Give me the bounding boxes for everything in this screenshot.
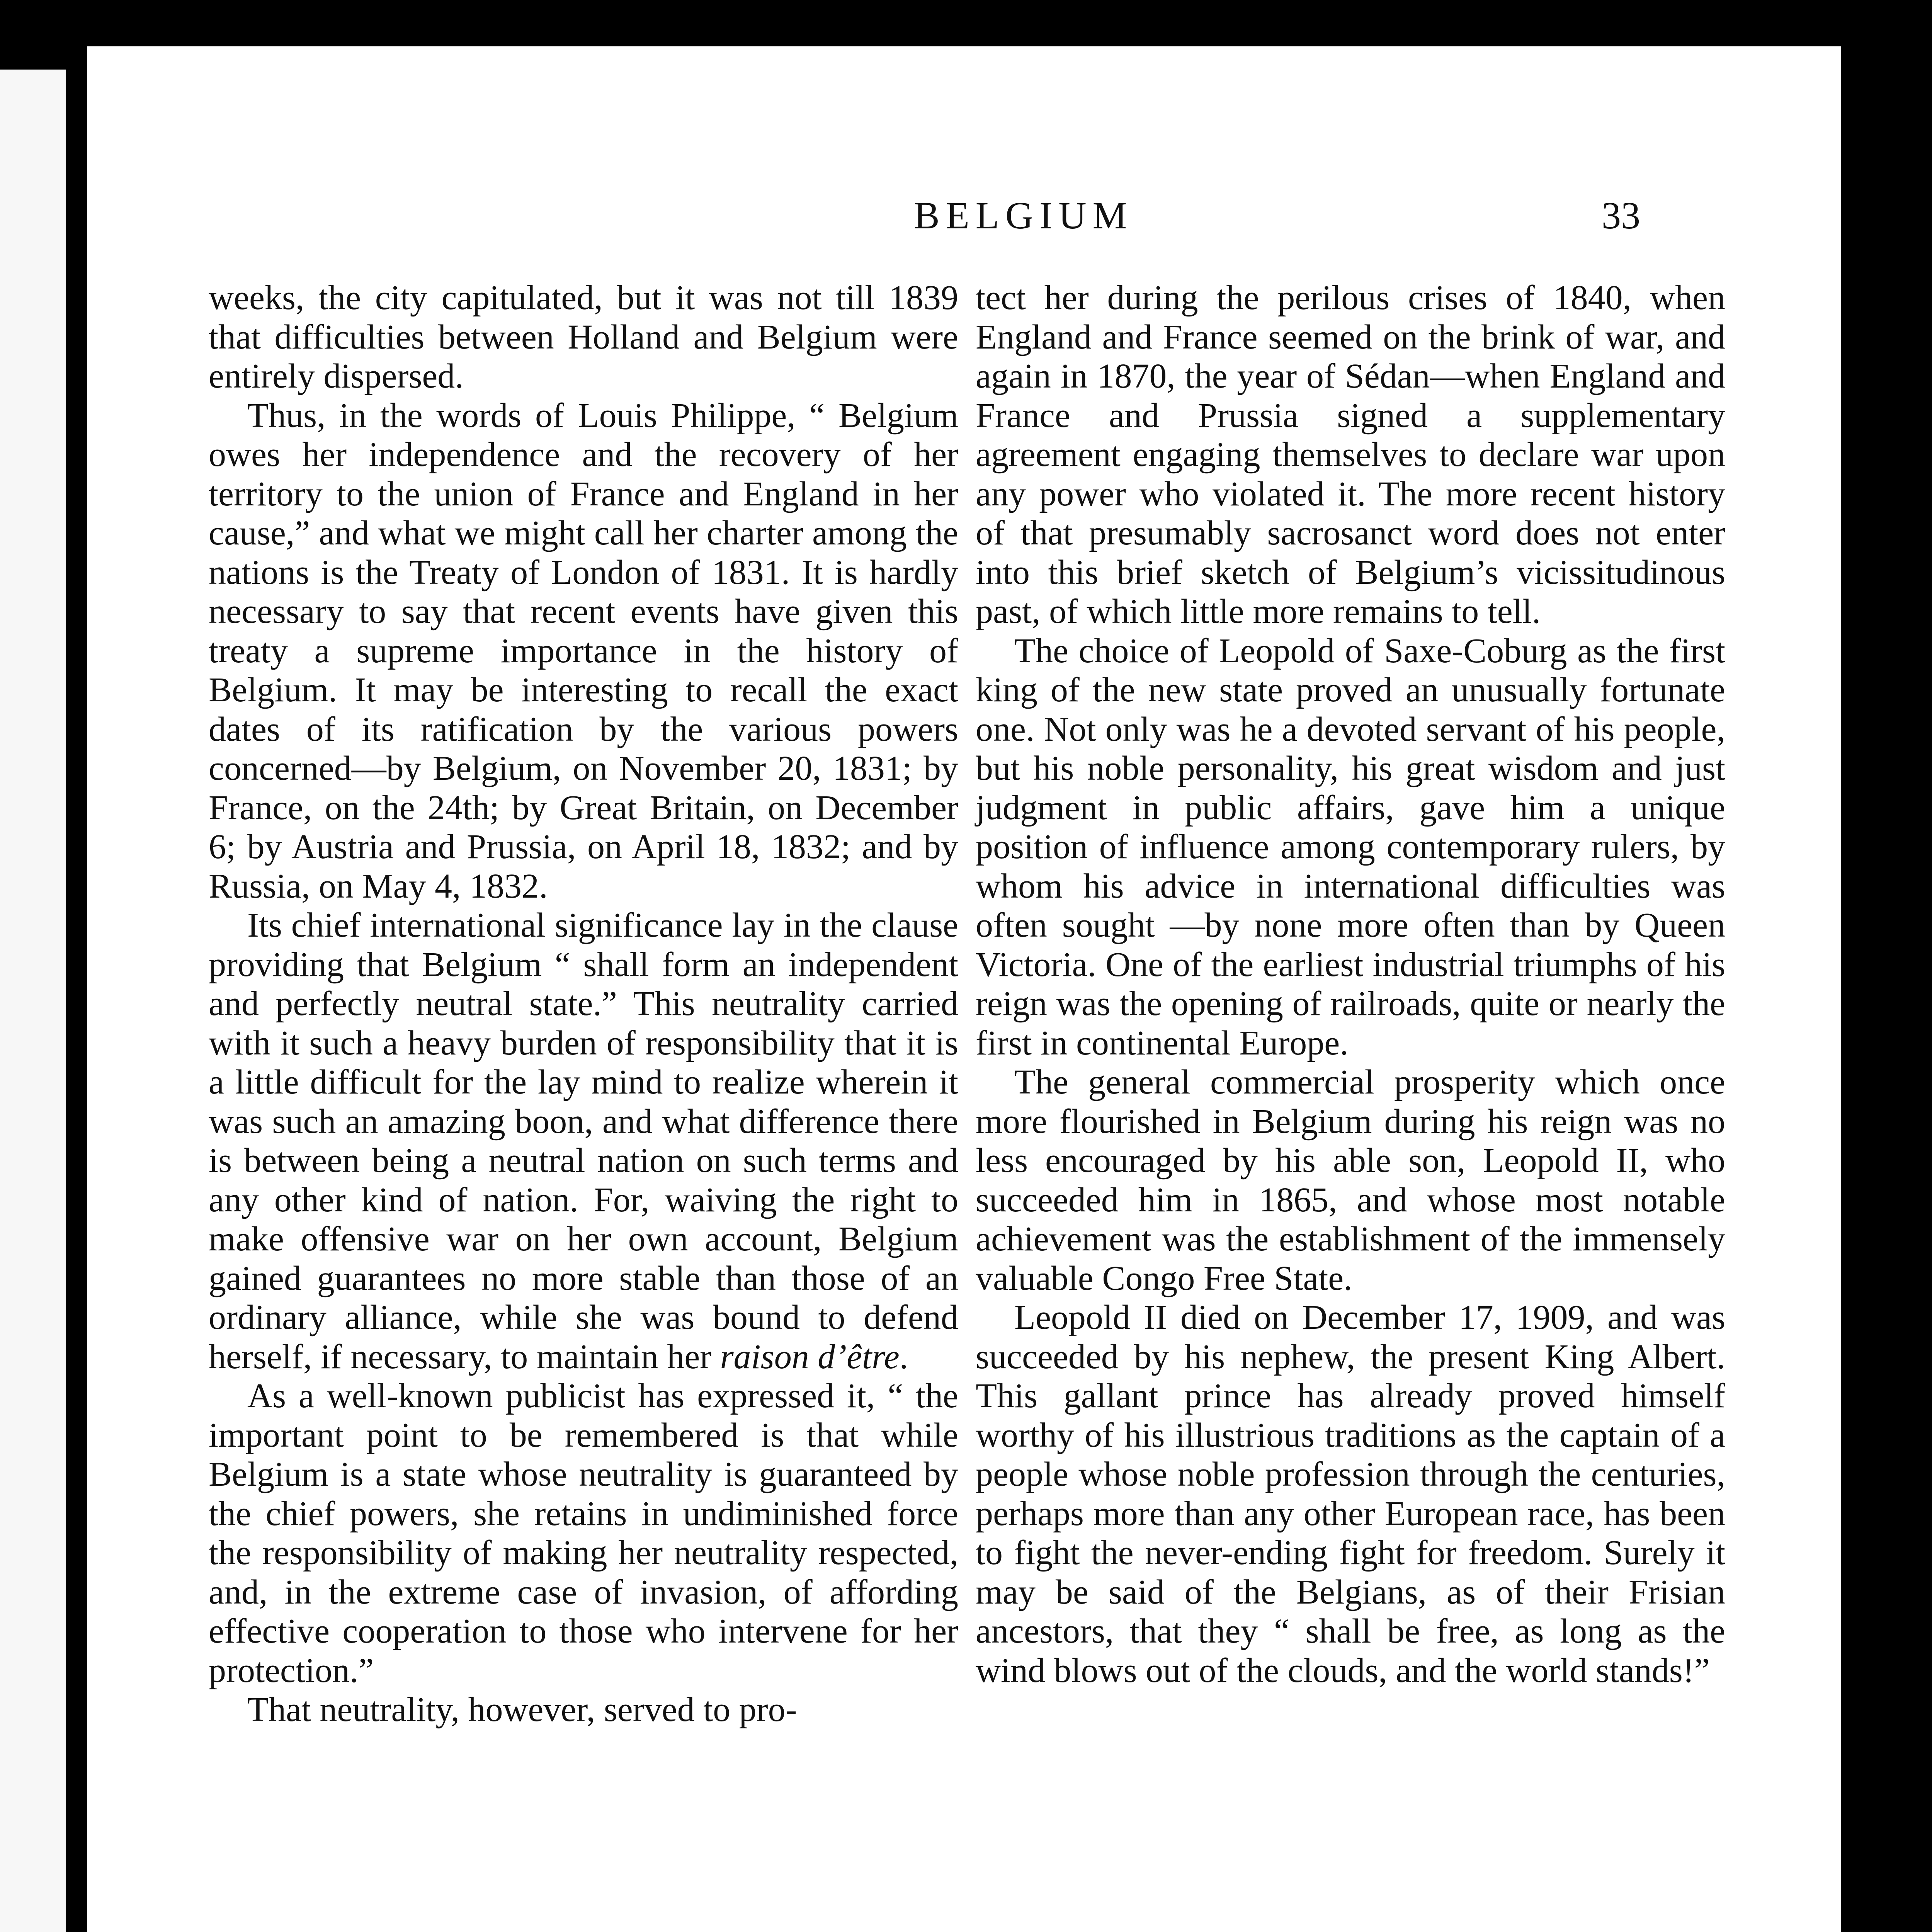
left-paragraph-1: weeks, the city capitulated, but it was not till 1839 that difficulties between Holland and Belgium were entirely dispersed. xyxy=(209,279,958,395)
right-paragraph-1: tect her during the perilous crises of 1840, when England and France seemed on the brink of war, and again in 1870, the year of Sédan—when England and France and Prussia signed a supplementary agreement engaging themselves to declare war upon any power who violated it. The more recent history of that presumably sacrosanct word does not enter into this brief sketch of Belgium’s vicissitudinous past, of which little more remains to tell. xyxy=(976,279,1725,631)
left-paragraph-3-text: Its chief international significance lay in the clause providing that Belgium “ shall form an independent and perfectly neutral state.” This neutrality carried with it such a heavy burden of responsibility that it is a little difficult for the lay mind to realize wherein it was such an amazing boon, and what difference there is between being a neutral nation on such terms and any other kind of nation. For, waiving the right to make offensive war on her own account, Belgium gained guarantees no more stable than those of an ordinary alliance, while she was bound to defend herself, if necessary, to maintain her xyxy=(209,906,958,1376)
left-paragraph-2: Thus, in the words of Louis Philippe, “ Belgium owes her independence and the recovery of her territory to the union of France and England in her cause,” and what we might call her charter among the nations is the Treaty of London of 1831. It is hardly necessary to say that recent events have given this treaty a supreme importance in the history of Belgium. It may be interesting to recall the exact dates of its ratification by the various powers concerned—by Belgium, on November 20, 1831; by France, on the 24th; by Great Britain, on December 6; by Austria and Prussia, on April 18, 1832; and by Russia, on May 4, 1832. xyxy=(209,396,958,905)
left-paragraph-5: That neutrality, however, served to pro- xyxy=(247,1690,797,1729)
left-column xyxy=(209,278,958,1730)
right-paragraph-4: Leopold II died on December 17, 1909, and was succeeded by his nephew, the present King Albert. This gallant prince has already proved himself worthy of his illustrious traditions as the captain of a people whose noble profession through the centuries, perhaps more than any other European race, has been to fight the never-ending fight for freedom. Surely it may be said of the Belgians, as of their Frisian ancestors, that they “ shall be free, as long as the wind blows out of the clouds, and the world stands!” xyxy=(976,1298,1725,1690)
left-paragraph-4: As a well-known publicist has expressed it, “ the important point to be remembered is that while Belgium is a state whose neutrality is guaranteed by the chief powers, she retains in undiminished force the responsibility of making her neutrality respected, and, in the extreme case of invasion, of affording effective cooperation to those who intervene for her protection.” xyxy=(209,1377,958,1690)
left-paragraph-3-end: . xyxy=(899,1337,908,1376)
book-page xyxy=(87,46,1841,1932)
italic-phrase: raison d’être xyxy=(720,1337,900,1376)
left-paragraph-3 xyxy=(209,906,958,1376)
running-head: BELGIUM xyxy=(914,194,1133,237)
right-paragraph-2: The choice of Leopold of Saxe-Coburg as the first king of the new state proved an unusually fortunate one. Not only was he a devoted servant of his people, but his noble personality, his great wisdom and just judgment in public affairs, gave him a unique position of influence among contemporary rulers, by whom his advice in international difficulties was often sought —by none more often than by Queen Victoria. One of the earliest industrial triumphs of his reign was the opening of railroads, quite or nearly the first in continental Europe. xyxy=(976,631,1725,1062)
facing-page-edge xyxy=(0,70,66,1932)
right-column xyxy=(976,278,1725,1690)
right-paragraph-3: The general commercial prosperity which once more flourished in Belgium during his reign was no less encouraged by his able son, Leopold II, who succeeded him in 1865, and whose most notable achievement was the establishment of the immensely valuable Congo Free State. xyxy=(976,1063,1725,1298)
page-number: 33 xyxy=(1602,194,1640,237)
